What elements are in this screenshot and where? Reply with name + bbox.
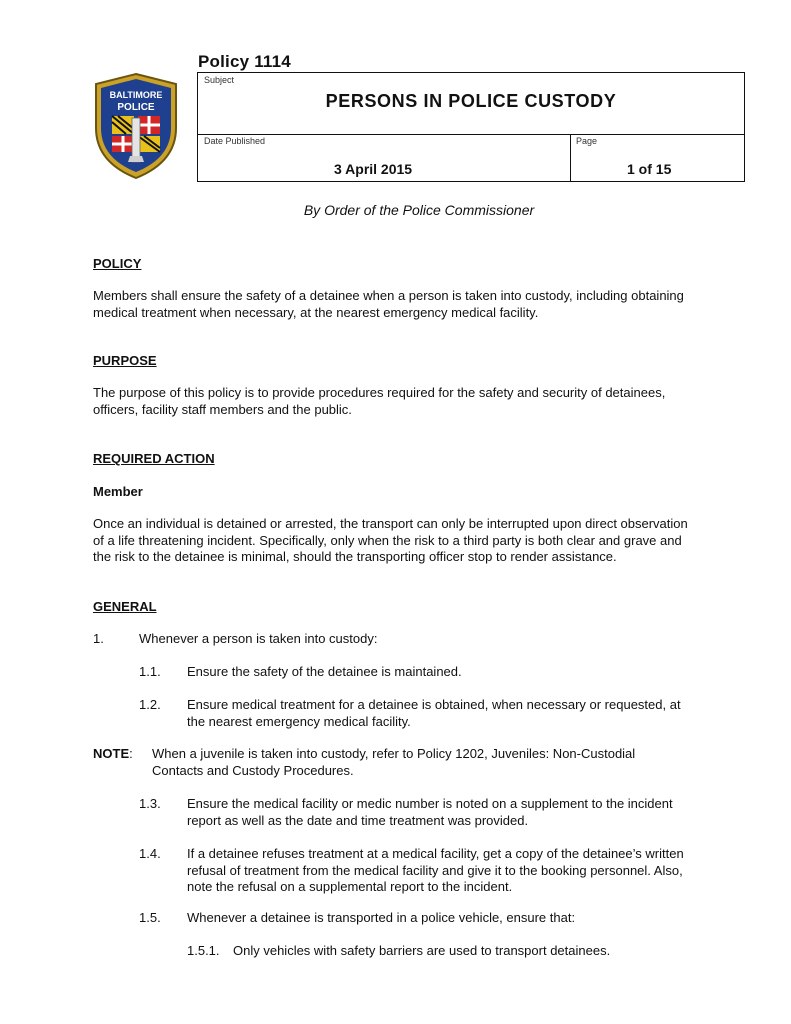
subject-label: Subject	[204, 75, 235, 85]
section-heading-purpose: PURPOSE	[93, 353, 157, 368]
item-number: 1.1.	[139, 664, 161, 679]
subject-cell	[198, 73, 744, 135]
note-line: When a juvenile is taken into custody, refer to Policy 1202, Juveniles: Non-Custodial	[152, 746, 636, 761]
date-cell	[198, 134, 571, 181]
baltimore-police-badge-icon	[88, 70, 184, 182]
page-label: Page	[576, 136, 598, 146]
item-number: 1.3.	[139, 796, 161, 811]
policy-number: Policy 1114	[198, 52, 291, 71]
item-number: 1.4.	[139, 846, 161, 861]
order-line: By Order of the Police Commissioner	[303, 202, 535, 218]
document-title: PERSONS IN POLICE CUSTODY	[325, 91, 617, 111]
item-text	[187, 697, 747, 730]
item-number: 1.5.1.	[187, 943, 220, 958]
header-table	[197, 72, 745, 182]
page-cell	[570, 134, 744, 181]
section-heading-required-action: REQUIRED ACTION	[93, 451, 215, 466]
note-label	[93, 746, 133, 761]
item-text: Only vehicles with safety barriers are used to transport detainees.	[233, 943, 611, 958]
required-action-line: of a life threatening incident. Specifically, only when the risk to a third party is both clear and grave and	[93, 532, 682, 548]
item-line: Ensure the medical facility or medic number is noted on a supplement to the incident	[187, 796, 673, 811]
purpose-line: officers, facility staff members and the public.	[93, 401, 352, 417]
item-text: Whenever a detainee is transported in a police vehicle, ensure that:	[187, 910, 576, 925]
note-text	[152, 746, 752, 779]
member-subheading: Member	[93, 484, 143, 499]
item-text: Ensure the safety of the detainee is maintained.	[187, 664, 462, 679]
policy-paragraph	[93, 288, 745, 321]
item-line: report as well as the date and time treatment was provided.	[187, 812, 529, 828]
page-count: 1 of 15	[627, 161, 672, 177]
item-number: 1.2.	[139, 697, 161, 712]
badge-text-bottom: POLICE	[117, 102, 155, 113]
policy-line: Members shall ensure the safety of a detainee when a person is taken into custody, including obtaining	[93, 288, 684, 303]
date-label: Date Published	[204, 136, 266, 146]
section-heading-policy: POLICY	[93, 256, 142, 271]
required-action-paragraph	[93, 516, 745, 566]
note-line: Contacts and Custody Procedures.	[152, 762, 354, 778]
item-text	[187, 846, 747, 896]
item-line: note the refusal on a supplemental report to the incident.	[187, 879, 513, 894]
note-label-text: NOTE	[93, 746, 130, 761]
item-number: 1.5.	[139, 910, 161, 925]
item-text	[187, 796, 747, 829]
note-colon: :	[129, 746, 133, 761]
purpose-line: The purpose of this policy is to provide procedures required for the safety and security of detainees,	[93, 385, 666, 400]
item-number: 1.	[93, 631, 104, 646]
item-line: Ensure medical treatment for a detainee is obtained, when necessary or requested, at	[187, 697, 681, 712]
required-action-line: the risk to the detainee is minimal, should the transporting officer stop to render assistance.	[93, 549, 617, 564]
item-line: the nearest emergency medical facility.	[187, 713, 411, 729]
item-line: If a detainee refuses treatment at a medical facility, get a copy of the detainee’s written	[187, 846, 684, 861]
item-line: refusal of treatment from the medical facility and give it to the booking personnel. Also,	[187, 862, 683, 878]
section-heading-general: GENERAL	[93, 599, 157, 614]
policy-line: medical treatment when necessary, at the nearest emergency medical facility.	[93, 304, 539, 320]
required-action-line: Once an individual is detained or arrested, the transport can only be interrupted upon direct observation	[93, 516, 688, 531]
publish-date: 3 April 2015	[334, 161, 413, 177]
badge-text-top: BALTIMORE	[109, 90, 163, 100]
item-text: Whenever a person is taken into custody:	[139, 631, 378, 646]
purpose-paragraph	[93, 385, 745, 418]
